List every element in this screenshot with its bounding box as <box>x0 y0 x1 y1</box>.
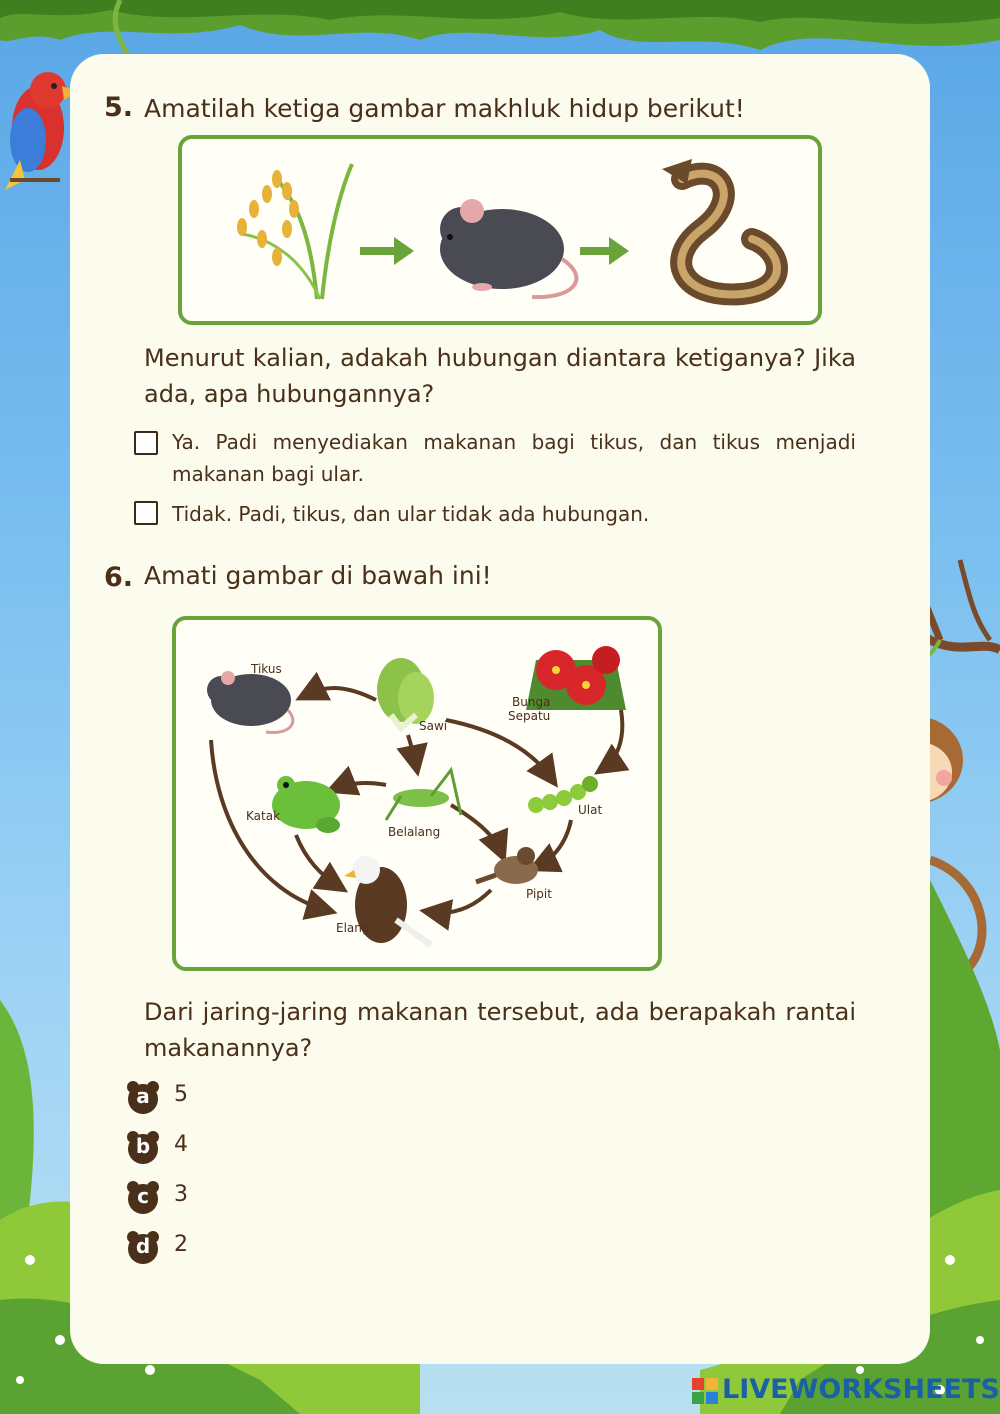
question-6-number: 6. <box>104 562 134 593</box>
option-yes-checkbox[interactable] <box>134 431 158 455</box>
mustard-green-icon <box>377 658 434 728</box>
option-b-letter: b <box>135 1134 151 1158</box>
question-5-number: 5. <box>104 92 134 123</box>
parrot-icon <box>5 72 78 190</box>
option-a-letter: a <box>136 1084 150 1108</box>
question-5-text: Menurut kalian, adakah hubungan diantara ketiganya? Jika ada, apa hubungannya? <box>144 344 856 408</box>
frog-icon <box>272 776 340 833</box>
food-web-diagram <box>176 620 658 967</box>
mouse-icon <box>207 671 293 733</box>
option-d-letter: d <box>135 1234 151 1258</box>
label-tikus: Tikus <box>251 662 282 676</box>
arrow-belalang-katak <box>336 783 386 788</box>
option-b-value[interactable]: 4 <box>174 1132 188 1157</box>
option-c-badge[interactable] <box>126 1180 160 1214</box>
question-6-text: Dari jaring-jaring makanan tersebut, ada berapakah rantai makanannya? <box>144 998 856 1062</box>
rice-plant-icon <box>237 164 352 299</box>
label-ulat: Ulat <box>578 803 603 817</box>
label-pipit: Pipit <box>526 887 552 901</box>
arrow-bunga-ulat <box>604 710 622 768</box>
label-bunga: Bunga <box>512 695 551 709</box>
option-b-badge[interactable] <box>126 1130 160 1164</box>
liveworksheets-logo-icon <box>692 1378 718 1404</box>
arrow-ulat-pipit <box>538 820 571 866</box>
label-sepatu: Sepatu <box>508 709 551 723</box>
arrow-sawi-belalang <box>408 735 416 765</box>
option-no-label: Tidak. Padi, tikus, dan ular tidak ada hubungan. <box>172 502 650 526</box>
arrow-belalang-pipit <box>451 805 501 852</box>
option-d-value[interactable]: 2 <box>174 1232 188 1257</box>
label-elang: Elang <box>336 921 370 935</box>
option-a-value[interactable]: 5 <box>174 1082 188 1107</box>
option-no-checkbox[interactable] <box>134 501 158 525</box>
arrow-pipit-elang <box>431 890 491 913</box>
snake-icon <box>662 159 777 294</box>
option-d-badge[interactable] <box>126 1230 160 1264</box>
option-a-badge[interactable] <box>126 1080 160 1114</box>
arrow-katak-elang <box>296 835 338 886</box>
grasshopper-icon <box>386 770 461 820</box>
option-c-letter: c <box>137 1184 149 1208</box>
mouse-icon <box>440 199 576 297</box>
sparrow-icon <box>476 847 538 884</box>
arrow-sawi-tikus <box>306 688 376 700</box>
option-c-value[interactable]: 3 <box>174 1182 188 1207</box>
food-chain-illustration <box>182 139 818 321</box>
option-yes-label: Ya. Padi menyediakan makanan bagi tikus, dan tikus menjadi makanan bagi ular. <box>172 430 856 486</box>
label-katak: Katak <box>246 809 281 823</box>
label-sawi: Sawi <box>419 719 448 733</box>
arrow-sawi-ulat <box>446 720 551 778</box>
food-chain-image-frame <box>178 135 822 325</box>
question-5-prompt: Amatilah ketiga gambar makhluk hidup berikut! <box>144 94 745 123</box>
label-belalang: Belalang <box>388 825 441 839</box>
question-6-prompt: Amati gambar di bawah ini! <box>144 561 492 590</box>
liveworksheets-brand: LIVEWORKSHEETS <box>722 1374 1000 1405</box>
food-web-image-frame <box>172 616 662 971</box>
